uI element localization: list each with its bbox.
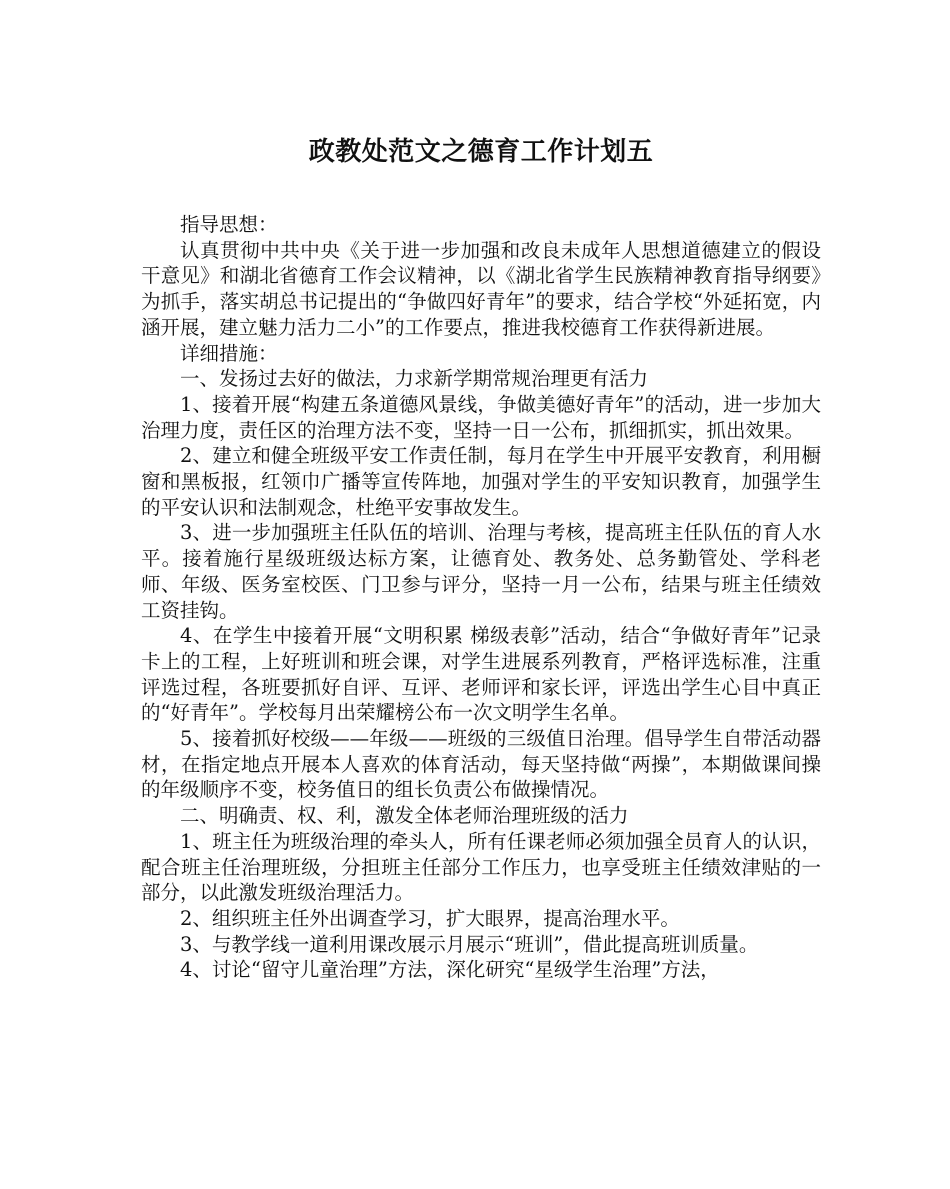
document-body xyxy=(141,212,821,983)
list-item-1-1: 1、接着开展“构建五条道德风景线，争做美德好青年”的活动，进一步加大治理力度，责任区的治理方法不变，坚持一日一公布，抓细抓实，抓出效果。 xyxy=(141,392,821,442)
list-item-1-2: 2、建立和健全班级平安工作责任制，每月在学生中开展平安教育，利用橱窗和黑板报，红领巾广播等宣传阵地，加强对学生的平安知识教育，加强学生的平安认识和法制观念，杜绝平安事故发生。 xyxy=(141,444,821,519)
list-item-2-2: 2、组织班主任外出调查学习，扩大眼界，提高治理水平。 xyxy=(180,906,680,930)
list-item-1-4: 4、在学生中接着开展“文明积累 梯级表彰”活动，结合“争做好青年”记录卡上的工程，上好班训和班会课，对学生进展系列教育，严格评选标准，注重评选过程，各班要抓好自评、互评、老师评和家长评，评选出学生心目中真正的“好青年”。学校每月出荣耀榜公布一次文明学生名单。 xyxy=(141,624,821,725)
section-heading-one: 一、发扬过去好的做法，力求新学期常规治理更有活力 xyxy=(180,367,649,391)
paragraph-guiding-heading: 指导思想： xyxy=(180,213,278,236)
list-item-2-3: 3、与教学线一道利用课改展示月展示“班训”，借此提高班训质量。 xyxy=(180,932,759,956)
document-title: 政教处范文之德育工作计划五 xyxy=(308,137,654,167)
section-heading-two: 二、明确责、权、利，激发全体老师治理班级的活力 xyxy=(180,804,629,828)
list-item-1-5: 5、接着抓好校级——年级——班级的三级值日治理。倡导学生自带活动器材，在指定地点开展本人喜欢的体育活动，每天坚持做“两操”，本期做课间操的年级顺序不变，校务值日的组长负责公布做操情况。 xyxy=(141,727,821,802)
paragraph-measures-heading: 详细措施： xyxy=(180,341,278,365)
list-item-2-4: 4、讨论“留守儿童治理”方法，深化研究“星级学生治理”方法， xyxy=(180,958,720,982)
list-item-2-1: 1、班主任为班级治理的牵头人，所有任课老师必须加强全员育人的认识，配合班主任治理班级，分担班主任部分工作压力，也享受班主任绩效津贴的一部分，以此激发班级治理活力。 xyxy=(141,829,821,905)
paragraph-guiding-content: 认真贯彻中共中央《关于进一步加强和改良未成年人思想道德建立的假设干意见》和湖北省德育工作会议精神，以《湖北省学生民族精神教育指导纲要》为抓手，落实胡总书记提出的“争做四好青年”的要求，结合学校“外延拓宽，内涵开展，建立魅力活力二小”的工作要点，推进我校德育工作获得新进展。 xyxy=(141,238,821,339)
list-item-1-3: 3、进一步加强班主任队伍的培训、治理与考核，提高班主任队伍的育人水平。接着施行星级班级达标方案，让德育处、教务处、总务勤管处、学科老师、年级、医务室校医、门卫参与评分，坚持一月一公布，结果与班主任绩效工资挂钩。 xyxy=(141,521,821,622)
